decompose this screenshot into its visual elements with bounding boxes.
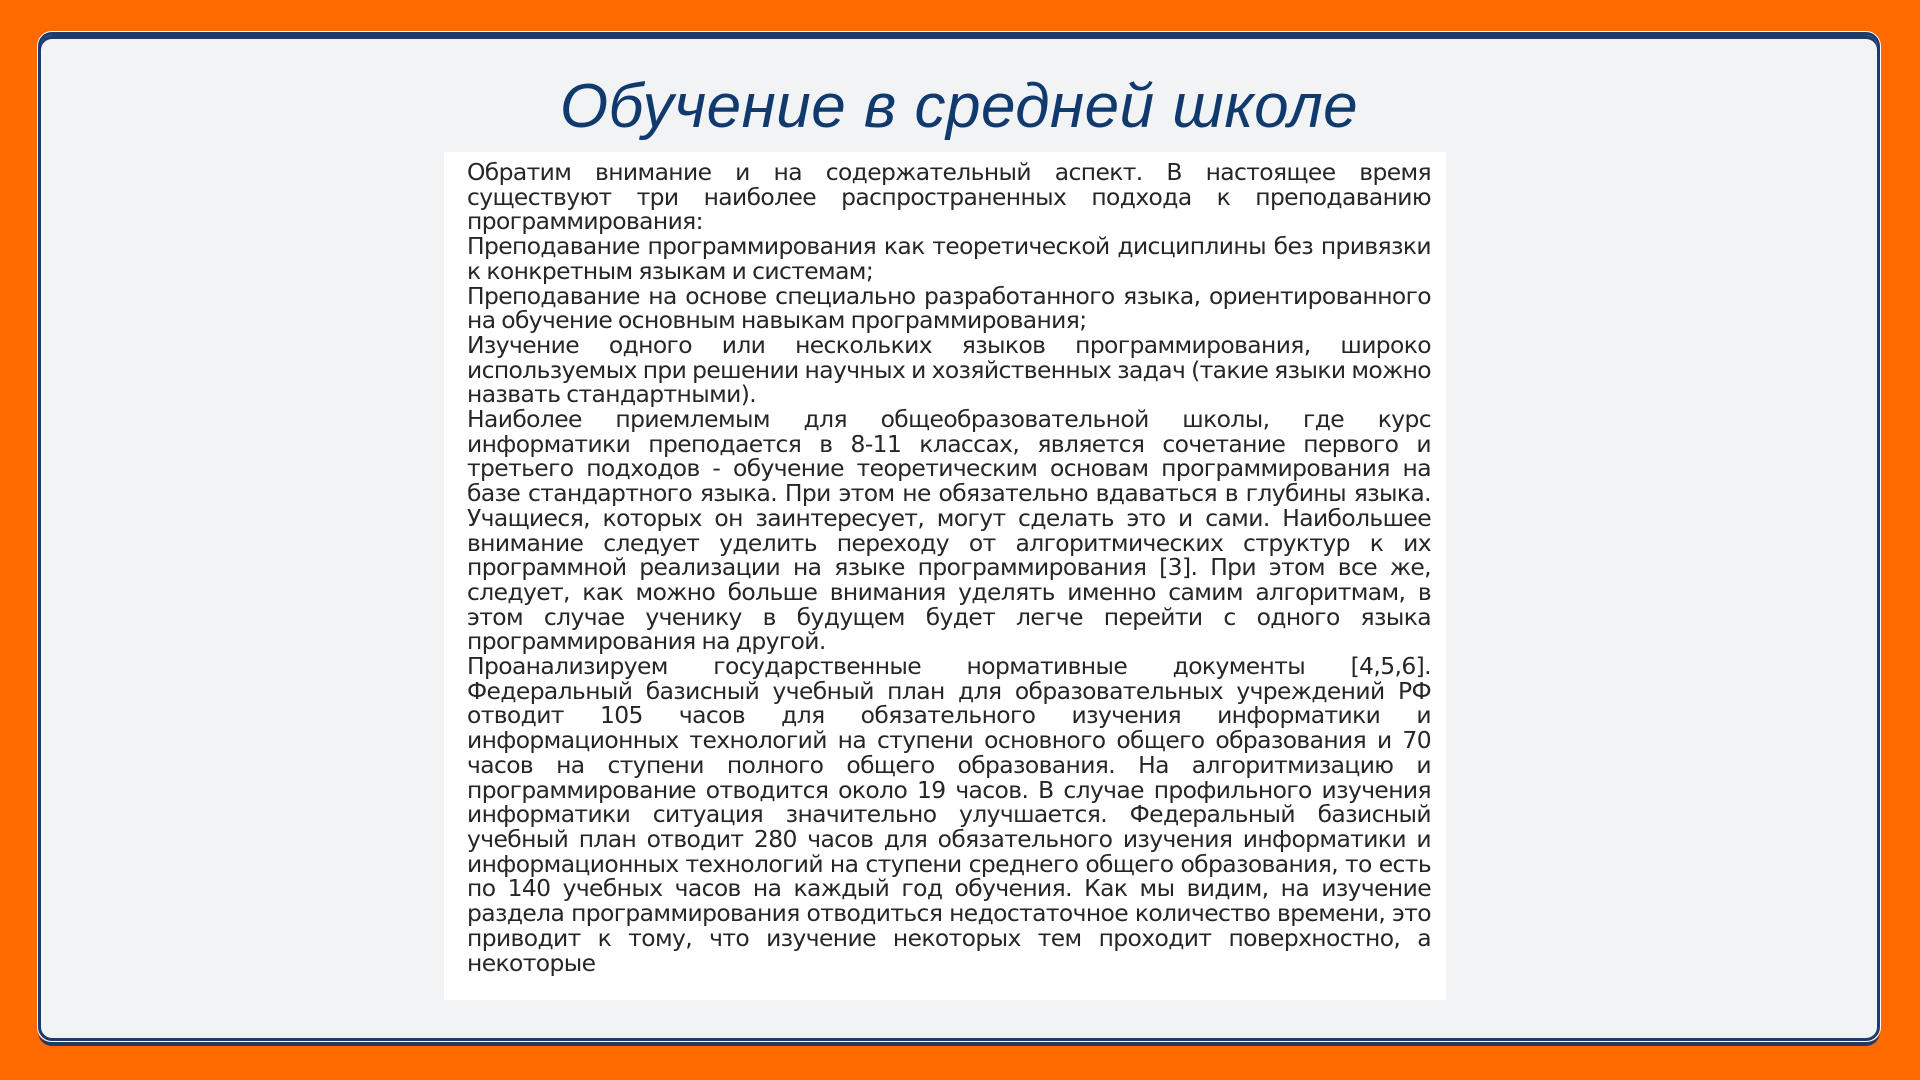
slide-title: Обучение в средней школе [559,72,1359,141]
document-cut-line [467,152,1431,156]
document-paragraph: Преподавание на основе специально разработанного языка, ориентированного на обучение основным навыкам программирования; [467,281,1431,335]
document-paragraph: Проанализируем государственные нормативные документы [4,5,6]. Федеральный базисный учебный план для образовательных учреждений РФ отводит 105 часов для обязательного изучения информатики и информационных технологий на ступени основного общего образования и 70 часов на ступени полного общего образования. На алгоритмизацию и программирование отводится около 19 часов. В случае профильного изучения информатики ситуация значительно улучшается. Федеральный базисный учебный план отводит 280 часов для обязательного изучения информатики и информационных технологий на ступени среднего общего образования, то есть по 140 учебных часов на каждый год обучения. Как мы видим, на изучение раздела программирования отводиться недостаточное количество времени, это приводит к тому, что изучение некоторых тем проходит поверхностно, а некоторые [467,652,1431,977]
document-paragraph: Изучение одного или нескольких языков программирования, широко используемых при решении научных и хозяйственных задач (такие языки можно назвать стандартными). [467,330,1431,409]
document-text [467,160,1431,975]
document-paragraph: Преподавание программирования как теоретической дисциплины без привязки к конкретным языкам и системам; [467,232,1431,285]
document-paragraph: Наиболее приемлемым для общеобразовательной школы, где курс информатики преподается в 8-11 классах, является сочетание первого и третьего подходов - обучение теоретическим основам программирования на базе стандартного языка. При этом не обязательно вдаваться в глубины языка. Учащиеся, которых он заинтересует, могут сделать это и сами. Наибольшее внимание следует уделить переходу от алгоритмических структур к их программной реализации на языке программирования [3]. При этом все же, следует, как можно больше внимания уделять именно самим алгоритмам, в этом случае ученику в будущем будет легче перейти с одного языка программирования на другой. [467,405,1431,656]
slide-frame [38,32,1880,1041]
document-scan-image [444,152,1446,1000]
document-paragraph: Обратим внимание и на содержательный аспект. В настоящее время существуют три наиболее распространенных подхода к преподаванию программирования: [467,158,1431,236]
